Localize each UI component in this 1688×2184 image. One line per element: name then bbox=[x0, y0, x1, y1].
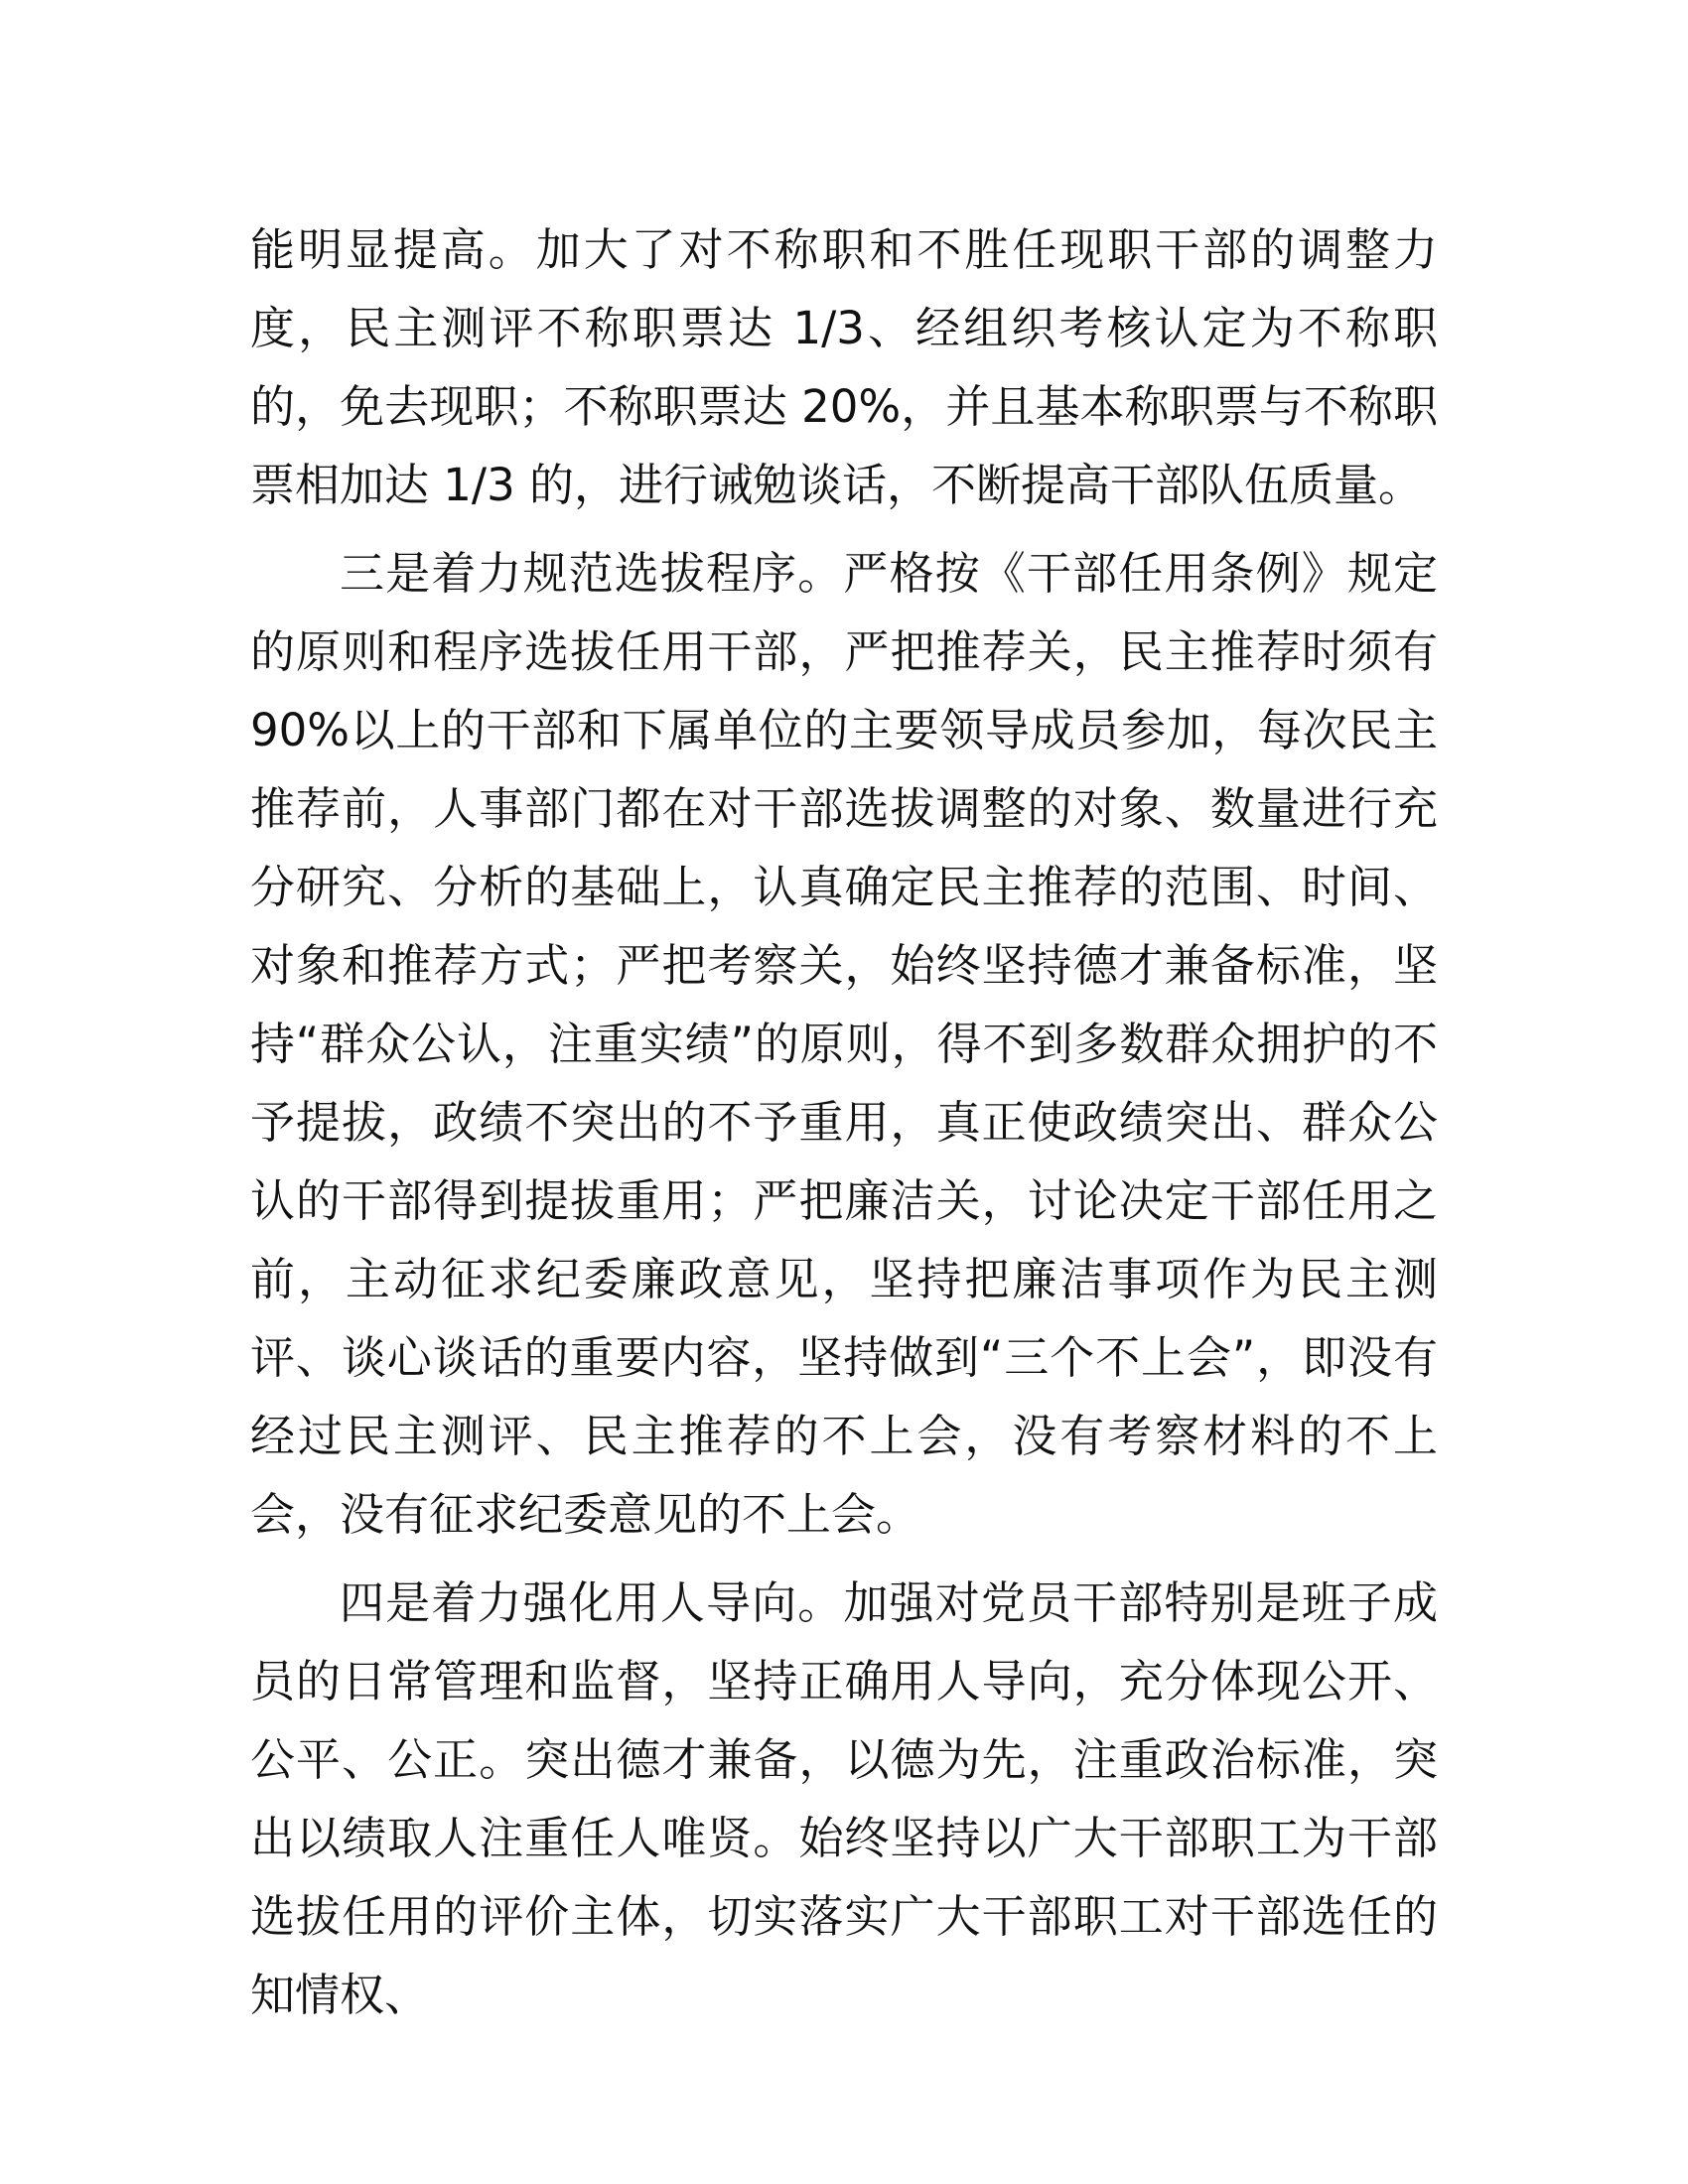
paragraph-continuation: 能明显提高。加大了对不称职和不胜任现职干部的调整力度，民主测评不称职票达 1/3、经组织考核认定为不称职的，免去现职；不称职票达 20%，并且基本称职票与不称职票相加达 1/3 的，进行诫勉谈话，不断提高干部队伍质量。 bbox=[250, 223, 1438, 511]
paragraph-employment-orientation: 四是着力强化用人导向。加强对党员干部特别是班子成员的日常管理和监督，坚持正确用人导向，充分体现公开、公平、公正。突出德才兼备，以德为先，注重政治标准，突出以绩取人注重任人唯贤。始终坚持以广大干部职工为干部选拔任用的评价主体，切实落实广大干部职工对干部选任的知情权、 bbox=[250, 1576, 1438, 2021]
document-body bbox=[250, 210, 1438, 2034]
paragraph-selection-procedure: 三是着力规范选拔程序。严格按《干部任用条例》规定的原则和程序选拔任用干部，严把推荐关，民主推荐时须有 90%以上的干部和下属单位的主要领导成员参加，每次民主推荐前，人事部门都在对干部选拔调整的对象、数量进行充分研究、分析的基础上，认真确定民主推荐的范围、时间、对象和推荐方式；严把考察关，始终坚持德才兼备标准，坚持“群众公认，注重实绩”的原则，得不到多数群众拥护的不予提拔，政绩不突出的不予重用，真正使政绩突出、群众公认的干部得到提拔重用；严把廉洁关，讨论决定干部任用之前，主动征求纪委廉政意见，坚持把廉洁事项作为民主测评、谈心谈话的重要内容，坚持做到“三个不上会”，即没有经过民主测评、民主推荐的不上会，没有考察材料的不上会，没有征求纪委意见的不上会。 bbox=[250, 547, 1438, 1541]
